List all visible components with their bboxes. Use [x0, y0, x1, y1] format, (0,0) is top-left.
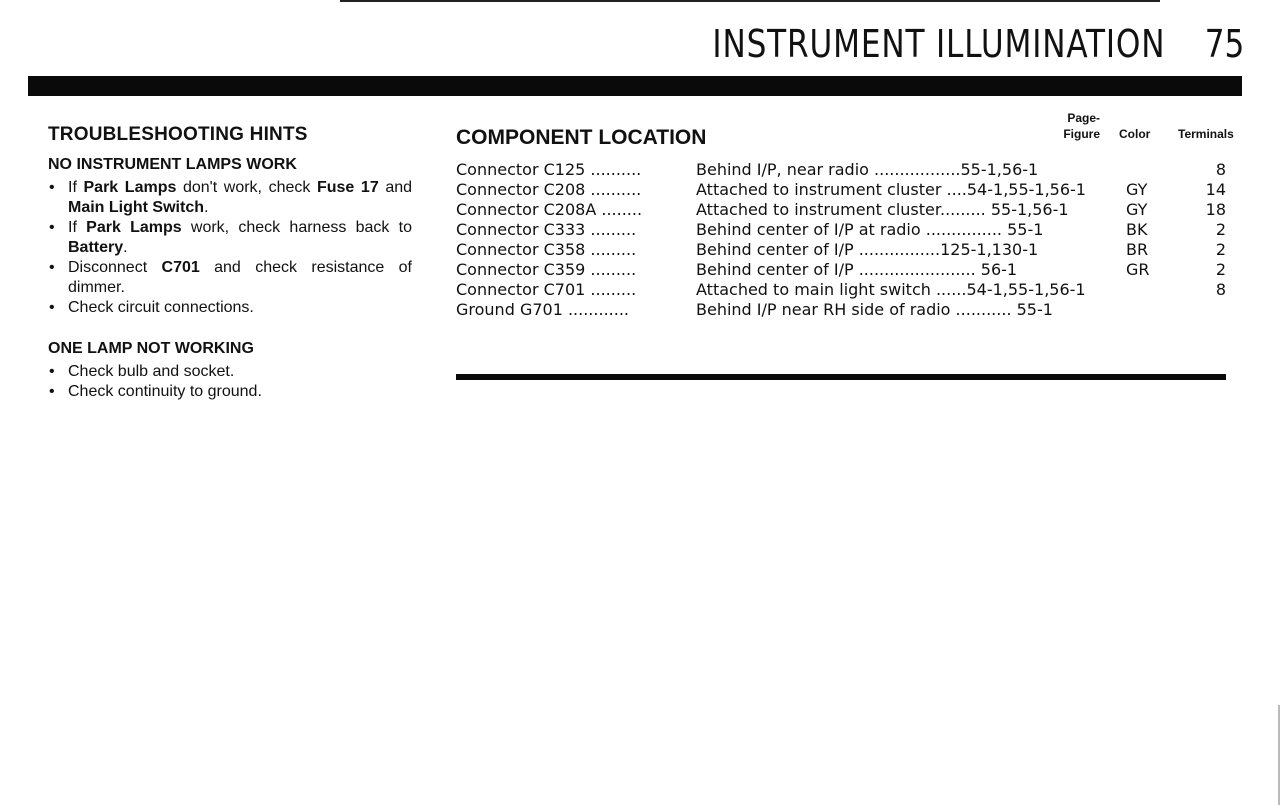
table-row — [456, 160, 1246, 180]
col-header-page-figure: Page- Figure — [1063, 111, 1100, 141]
table-bottom-bar — [456, 374, 1226, 380]
hint-text: Check continuity to ground. — [68, 383, 262, 400]
terminals-cell: 2 — [1215, 260, 1226, 279]
hint-list — [48, 178, 412, 318]
hint-text: Check bulb and socket. — [68, 363, 235, 380]
hint-text: If — [68, 219, 87, 236]
troubleshooting-panel — [48, 124, 412, 402]
location-cell: Attached to instrument cluster......... 55-1,56-1 — [696, 200, 1069, 219]
col-header-color: Color — [1119, 127, 1151, 141]
troubleshooting-title: TROUBLESHOOTING HINTS — [48, 124, 308, 145]
hint-text: work, check harness back to — [181, 219, 412, 236]
component-cell: Connector C333 ......... — [456, 220, 637, 239]
terminals-cell: 8 — [1215, 280, 1226, 299]
location-cell: Behind center of I/P ................125-1,130-1 — [696, 240, 1039, 259]
color-cell: BR — [1126, 240, 1149, 259]
location-cell: Attached to instrument cluster ....54-1,55-1,56-1 — [696, 180, 1086, 199]
hint-emphasis: C701 — [161, 259, 200, 276]
hint-text: don't work, check — [176, 179, 317, 196]
hint-text: Disconnect — [68, 259, 162, 276]
component-location-title: COMPONENT LOCATION — [456, 126, 707, 149]
location-cell: Attached to main light switch ......54-1,55-1,56-1 — [696, 280, 1086, 299]
header-black-bar — [28, 76, 1242, 96]
location-cell: Behind I/P, near radio .................55-1,56-1 — [696, 160, 1039, 179]
section-heading: ONE LAMP NOT WORKING — [48, 340, 254, 357]
location-cell: Behind I/P near RH side of radio ........... 55-1 — [696, 300, 1053, 319]
hint-text: and — [378, 179, 413, 196]
section-no-lamps — [48, 156, 412, 318]
bullet-icon: • — [49, 363, 55, 380]
terminals-cell: 8 — [1215, 160, 1226, 179]
hint-item — [48, 218, 412, 258]
color-cell: GY — [1126, 180, 1148, 199]
hint-text: . — [123, 239, 128, 256]
bullet-icon: • — [49, 259, 55, 276]
color-cell: GY — [1126, 200, 1148, 219]
section-heading: NO INSTRUMENT LAMPS WORK — [48, 156, 297, 173]
hint-list — [48, 362, 412, 402]
table-row — [456, 240, 1246, 260]
top-rule — [340, 0, 1160, 2]
page-header — [613, 22, 1244, 66]
bullet-icon: • — [49, 383, 55, 400]
hint-item — [48, 362, 412, 382]
location-cell: Behind center of I/P ....................... 56-1 — [696, 260, 1018, 279]
hint-text: and check resistance of dimmer. — [68, 259, 412, 296]
col-header-terminals: Terminals — [1178, 127, 1234, 141]
location-cell: Behind center of I/P at radio ............... 55-1 — [696, 220, 1044, 239]
bullet-icon: • — [49, 179, 55, 196]
bullet-icon: • — [49, 299, 55, 316]
hint-text: Check circuit connections. — [68, 299, 254, 316]
component-cell: Connector C358 ......... — [456, 240, 637, 259]
hint-item — [48, 178, 412, 218]
page-title: INSTRUMENT ILLUMINATION — [712, 22, 1166, 66]
hint-emphasis: Battery — [68, 239, 124, 256]
hint-item — [48, 382, 412, 402]
table-row — [456, 280, 1246, 300]
component-cell: Connector C701 ......... — [456, 280, 637, 299]
hint-item — [48, 298, 412, 318]
color-cell: GR — [1126, 260, 1150, 279]
component-cell: Connector C125 .......... — [456, 160, 642, 179]
component-cell: Connector C208A ........ — [456, 200, 643, 219]
page-number: 75 — [1204, 22, 1244, 66]
section-one-lamp — [48, 340, 412, 402]
component-cell: Connector C359 ......... — [456, 260, 637, 279]
hint-text: If — [68, 179, 84, 196]
terminals-cell: 2 — [1215, 220, 1226, 239]
color-cell: BK — [1126, 220, 1148, 239]
component-cell: Connector C208 .......... — [456, 180, 642, 199]
hint-emphasis: Fuse 17 — [316, 179, 379, 196]
terminals-cell: 2 — [1215, 240, 1226, 259]
table-row — [456, 260, 1246, 280]
hint-emphasis: Park Lamps — [86, 219, 182, 236]
hint-emphasis: Main Light Switch — [68, 199, 204, 216]
terminals-cell: 14 — [1205, 180, 1226, 199]
hint-item — [48, 258, 412, 298]
component-table — [456, 160, 1246, 320]
component-cell: Ground G701 ............ — [456, 300, 629, 319]
table-row — [456, 200, 1246, 220]
table-row — [456, 220, 1246, 240]
hint-text: . — [204, 199, 209, 216]
table-row — [456, 300, 1246, 320]
table-row — [456, 180, 1246, 200]
terminals-cell: 18 — [1205, 200, 1226, 219]
hint-emphasis: Park Lamps — [83, 179, 177, 196]
bullet-icon: • — [49, 219, 55, 236]
